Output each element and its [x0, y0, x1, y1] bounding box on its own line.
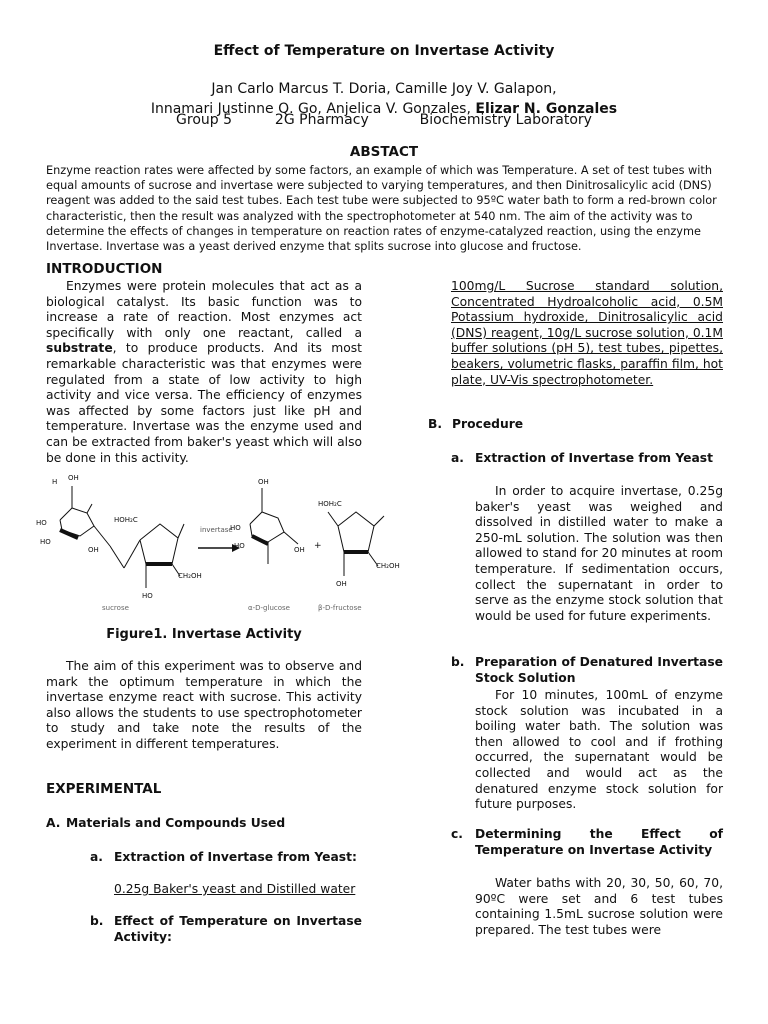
fructose-label: β-D-fructose — [318, 604, 362, 612]
materials-heading: A. Materials and Compounds Used — [46, 816, 286, 830]
paper-title: Effect of Temperature on Invertase Activity — [213, 43, 555, 59]
label-hoh2c: HOH₂C — [114, 516, 138, 524]
label-oh: OH — [88, 546, 99, 554]
procedure-step-b-title: b. Preparation of Denatured Invertase Stock Solution — [451, 655, 723, 685]
materials-temperature-heading: b. Effect of Temperature on Invertase Activity: — [90, 914, 362, 944]
label-ho: HO — [36, 519, 47, 527]
glucose-label: α-D-glucose — [248, 604, 290, 612]
procedure-step-c-text: Water baths with 20, 30, 50, 60, 70, 90ºC were set and 6 test tubes containing 1.5mL sucrose solution were prepared. The test tubes were — [475, 876, 723, 937]
procedure-heading: B. Procedure — [428, 417, 524, 431]
label-oh: OH — [258, 478, 269, 486]
substrate-term: substrate — [46, 341, 113, 356]
label-ch2oh: CH₂OH — [178, 572, 202, 580]
group-lab: Biochemistry Laboratory — [419, 112, 592, 128]
procedure-step-b-text: For 10 minutes, 100mL of enzyme stock solution was incubated in a boiling water bath. The solution was then allowed to cool and if frothing occurred, the supernatant would be collected and would act as the denatured enzyme stock solution for future purposes. — [475, 688, 723, 812]
glucose-ring — [250, 488, 298, 564]
label-ho: HO — [234, 542, 245, 550]
materials-temperature-list: 100mg/L Sucrose standard solution, Concentrated Hydroalcoholic acid, 0.5M Potassium hydroxide, Dinitrosalicylic acid (DNS) reagent, 10g/L sucrose solution, 0.1M buffer solutions (pH 5), test tubes, pipettes, beakers, volumetric flasks, paraffin film, hot plate, UV-Vis spectrophotometer. — [451, 279, 723, 387]
label-oh: OH — [294, 546, 305, 554]
author-line-1: Jan Carlo Marcus T. Doria, Camille Joy V. Galapon, — [211, 81, 557, 97]
procedure-step-a-text: In order to acquire invertase, 0.25g baker's yeast was weighed and dissolved in distilled water to make a 250-mL solution. The solution was then allowed to stand for 20 minutes at room temperature. If sedimentation occurs, collect the supernatant in order to serve as the enzyme stock solution that would be used for future experiments. — [475, 484, 723, 623]
sucrose-label: sucrose — [102, 604, 129, 612]
experimental-heading: EXPERIMENTAL — [46, 781, 162, 797]
label-ch2oh: CH₂OH — [376, 562, 400, 570]
label-oh: OH — [336, 580, 347, 588]
author-highlighted: Elizar N. Gonzales — [475, 100, 618, 117]
materials-extraction-list: 0.25g Baker's yeast and Distilled water — [114, 882, 356, 896]
materials-extraction-heading: a. Extraction of Invertase from Yeast: — [90, 850, 357, 864]
label-h: H — [52, 478, 58, 486]
reaction-diagram — [32, 468, 402, 618]
abstract-text: Enzyme reaction rates were affected by some factors, an example of which was Temperature. A set of test tubes with equal amounts of sucrose and invertase were subjected to varying temperatures, and then Dinitrosalicylic acid (DNS) reagent was added to the said test tubes. Each test tube were subjected to 95ºC water bath to form a red-brown color characteristic, then the result was analyzed with the spectrophotometer at 540 nm. The aim of the activity was to determine the effects of changes in temperature on reaction rates of enzyme-catalyzed reaction, using the enzyme Invertase. Invertase was a yeast derived enzyme that splits sucrose into glucose and fructose. — [46, 164, 717, 254]
author-names: Innamari Justinne Q. Go, Anjelica V. Gonzales, — [150, 100, 471, 117]
abstract-heading: ABSTACT — [349, 144, 419, 160]
invertase-arrow-label: invertase — [200, 526, 233, 534]
figure-caption: Figure1. Invertase Activity — [106, 627, 302, 642]
procedure-step-a-title: a. Extraction of Invertase from Yeast — [451, 451, 713, 465]
introduction-paragraph-2: The aim of this experiment was to observe and mark the optimum temperature in which the invertase enzyme react with sucrose. This activity also allows the students to use spectrophotometer to study and take note the results of the experiment in different temperatures. — [46, 659, 362, 751]
group-number: Group 5 — [176, 112, 233, 128]
introduction-heading: INTRODUCTION — [46, 261, 163, 277]
label-ho: HO — [40, 538, 51, 546]
plus-sign: + — [314, 541, 322, 551]
label-oh: OH — [68, 474, 79, 482]
invertase-reaction-figure — [32, 468, 402, 618]
procedure-step-c-title: c. Determining the Effect of Temperature on Invertase Activity — [451, 827, 723, 857]
group-section: 2G Pharmacy — [274, 112, 369, 128]
sucrose-glucose-ring — [60, 486, 110, 546]
sucrose-fructose-ring — [110, 524, 184, 588]
label-hoh2c: HOH₂C — [318, 500, 342, 508]
group-line — [0, 113, 768, 129]
introduction-paragraph-1: Enzymes were protein molecules that act as a biological catalyst. Its basic function was to increase a rate of reaction. Most enzymes act specifically with only one reactant, called a substrate, to produce products. And its most remarkable characteristic was that enzymes were regulated from a state of low activity to high activity and vice versa. The efficiency of enzymes was affected by some factors just like pH and temperature. Invertase was the enzyme used and can be extracted from baker's yeast which will also be done in this activity. — [46, 279, 362, 465]
label-ho: HO — [142, 592, 153, 600]
label-ho: HO — [230, 524, 241, 532]
